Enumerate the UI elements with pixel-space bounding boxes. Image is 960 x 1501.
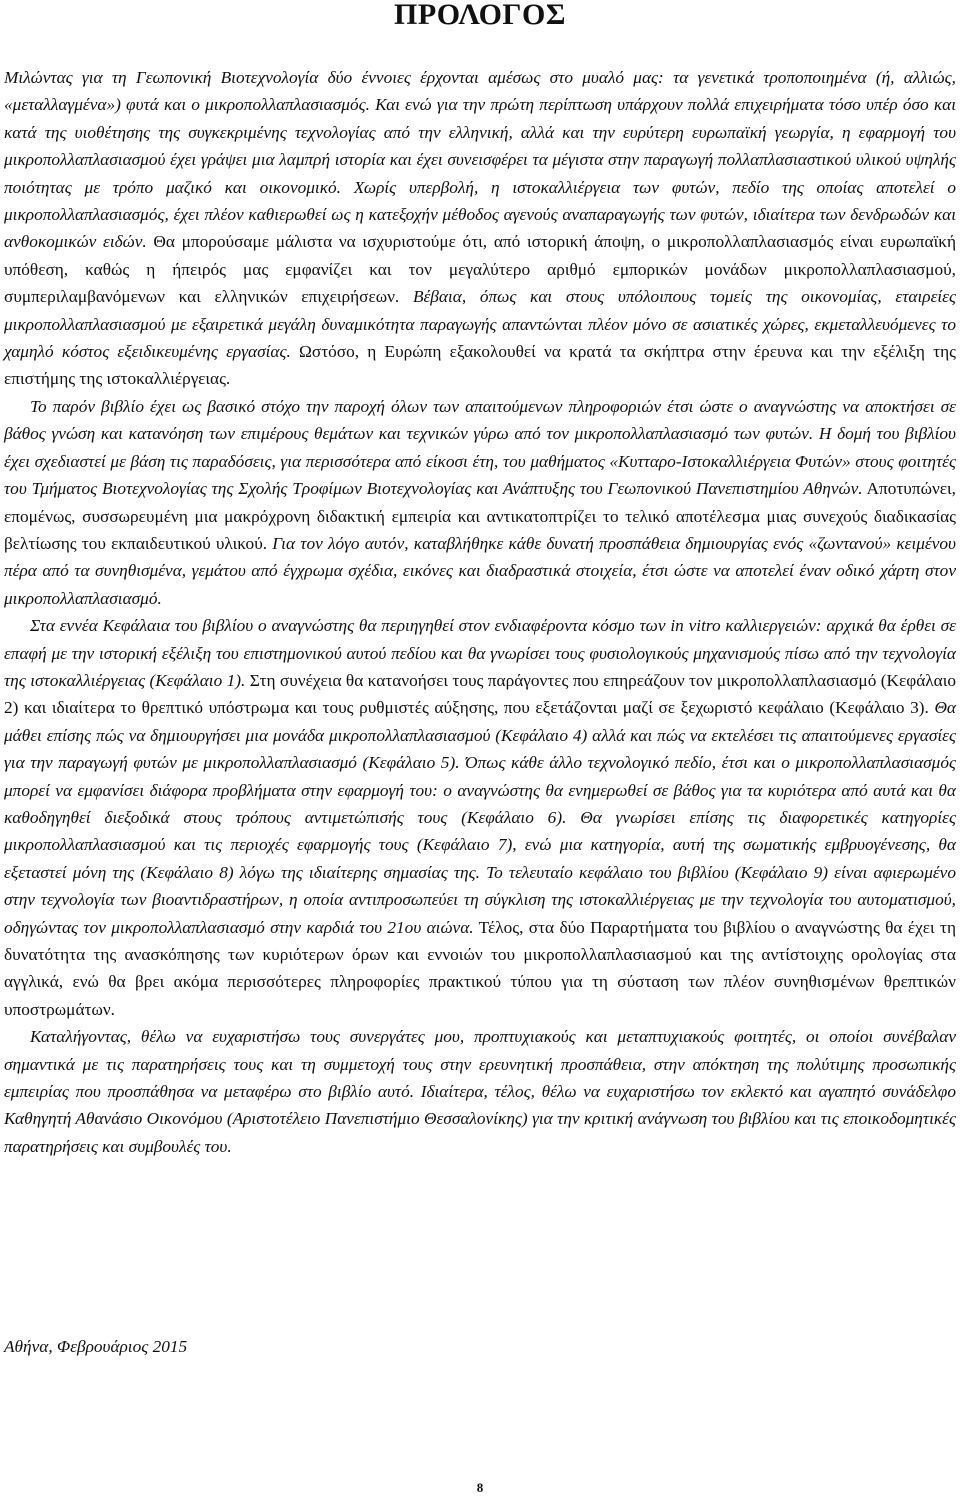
paragraph-text-segment: Θα μπορούσαμε μάλιστα να ισχυριστούμε ότι, από ιστορική άποψη, ο μικροπολλαπλασιασμός είναι ευρωπαϊκή υπόθεση, καθώς η ήπειρός μας εμφανίζει και τον μεγαλύτερο αριθμό εμπορικών μονάδων μικροπολλαπλασιασμού, συμπεριλαμβανόμενων και ελληνικών επιχειρήσεων. — [4, 232, 956, 307]
page-title: ΠΡΟΛΟΓΟΣ — [394, 0, 566, 31]
paragraph-text-segment: Θα μάθει επίσης πώς να δημιουργήσει μια μονάδα μικροπολλαπλασιασμού (Κεφάλαιο 4) αλλά και πώς να εκτελέσει τις απαιτούμενες εργασίες για την παραγωγή φυτών με μικροπολλαπλασιασμό (Κεφάλαιο 5). — [4, 698, 956, 773]
paragraph-text-segment: Ιδιαίτερα, τέλος, θέλω να ευχαριστήσω τον εκλεκτό και αγαπητό συνάδελφο Καθηγητή Αθανάσιο Οικονόμου (Αριστοτέλειο Πανεπιστήμιο Θεσσαλονίκης) για την κριτική ανάγνωση του βιβλίου και τις εποικοδομητικές παρατηρήσεις και συμβουλές του. — [4, 1082, 956, 1156]
paragraph-text-segment: Το παρόν βιβλίο έχει ως βασικό στόχο την παροχή όλων των απαιτούμενων πληροφοριών έτσι ώστε ο αναγνώστης να αποκτήσει σε βάθος γνώση και κατανόηση των επιμέρους θεμάτων και τεχνικών γύρω από τον μικροπολλαπλασιασμό των φυτών. — [4, 396, 956, 444]
paragraph-text-segment: Όπως κάθε άλλο τεχνολογικό πεδίο, έτσι και ο μικροπολλαπλασιασμός μπορεί να εμφανίσει διάφορα προβλήματα στην εφαρμογή του: ο αναγνώστης θα ενημερωθεί σε βάθος για τα κυριότερα από αυτά και θα καθοδηγηθεί διεξοδικά στους τρόπους αντιμετώπισής τους (Κεφάλαιο 6). — [4, 753, 956, 827]
paragraph-text-segment: Χωρίς υπερβολή, η ιστοκαλλιέργεια των φυτών, πεδίο της οποίας αποτελεί ο μικροπολλαπλασιασμός, έχει πλέον καθιερωθεί ως η κατεξοχήν μέθοδος αγενούς αναπαραγωγής των φυτών, ιδιαίτερα των δενδρωδών και ανθοκομικών ειδών. — [4, 177, 956, 252]
paragraph-text-segment: Μιλώντας για τη Γεωπονική Βιοτεχνολογία δύο έννοιες έρχονται αμέσως στο μυαλό μας: τα γενετικά τροποποιημένα (ή, αλλιώς, «μεταλλαγμένα») φυτά και ο μικροπολλαπλασιασμός. — [4, 68, 956, 115]
dateline: Αθήνα, Φεβρουάριος 2015 — [4, 1337, 188, 1356]
paragraph-text-segment: Αποτυπώνει, επομένως, συσσωρευμένη μια μακρόχρονη διδακτική εμπειρία και αντικατοπτρίζει το τελικό αποτέλεσμα μιας συνεχούς διαδικασίας βελτίωσης του εκπαιδευτικού υλικού. — [4, 479, 956, 553]
paragraph-text-segment: Στη συνέχεια θα κατανοήσει τους παράγοντες που επηρεάζουν τον μικροπολλαπλασιασμό (Κεφάλαιο 2) και ιδιαίτερα το θρεπτικό υπόστρωμα και τους ρυθμιστές αύξησης, που εξετάζονται μαζί σε ξεχωριστό κεφάλαιο (Κεφάλαιο 3). — [4, 670, 956, 718]
paragraph-text-segment: Για τον λόγο αυτόν, καταβλήθηκε κάθε δυνατή προσπάθεια δημιουργίας ενός «ζωντανού» κειμένου πέρα από τα συνηθισμένα, γεμάτου από έγχρωμα σχέδια, εικόνες και διαδραστικά στοιχεία, έτσι ώστε να αποτελεί έναν οδικό χάρτη στον μικροπολλαπλασιασμό. — [4, 533, 956, 608]
paragraph-text-segment: Θα γνωρίσει επίσης τις διαφορετικές κατηγορίες μικροπολλαπλασιασμού και τις περιοχές εφαρμογής τους (Κεφάλαιο 7), ενώ μια κατηγορία, αυτή της σωματικής εμβρυογένεσης, θα εξεταστεί μόνη της (Κεφάλαιο 8) λόγω της ιδιαίτερης σημασίας της. — [4, 807, 956, 882]
paragraph-text-segment: Το τελευταίο κεφάλαιο του βιβλίου (Κεφάλαιο 9) είναι αφιερωμένο στην τεχνολογία των βιοαντιδραστήρων, η οποία αντιπροσωπεύει τη σύγκλιση της ιστοκαλλιέργειας με την τεχνολογία του αυτοματισμού, οδηγώντας τον μικροπολλαπλασιασμό στην καρδιά του 21ου αιώνα. — [4, 862, 956, 937]
paragraph-text-segment: Καταλήγοντας, θέλω να ευχαριστήσω τους συνεργάτες μου, προπτυχιακούς και μεταπτυχιακούς φοιτητές, οι οποίοι συνέβαλαν σημαντικά με τις παρατηρήσεις τους και τη συμμετοχή τους στην ερευνητική προσπάθεια, στην απόκτηση της πολύτιμης προσωπικής εμπειρίας που προσπάθησα να μεταφέρω στο βιβλίο αυτό. — [4, 1027, 956, 1102]
preface-paragraph — [4, 64, 956, 393]
paragraph-text-segment: Τέλος, στα δύο Παραρτήματα του βιβλίου ο αναγνώστης θα έχει τη δυνατότητα της ανασκόπησης των κυριότερων όρων και εννοιών του μικροπολλαπλασιασμού και της αντίστοιχης ορολογίας στα αγγλικά, ενώ θα βρει ακόμα περισσότερες πληροφορίες πρακτικού τύπου για τη σύσταση των πλέον συνηθισμένων θρεπτικών υποστρωμάτων. — [4, 917, 956, 1019]
preface-paragraph — [4, 393, 956, 612]
paragraph-text-segment: Ωστόσο, η Ευρώπη εξακολουθεί να κρατά τα σκήπτρα στην έρευνα και την εξέλιξη της επιστήμης της ιστοκαλλιέργειας. — [4, 342, 956, 389]
preface-body — [4, 64, 956, 1160]
paragraph-text-segment: Βέβαια, όπως και στους υπόλοιπους τομείς της οικονομίας, εταιρείες μικροπολλαπλασιασμού με εξαιρετικά μεγάλη δυναμικότητα παραγωγής απαντώνται πλέον μόνο σε ασιατικές χώρες, εκμεταλλευόμενες το χαμηλό κόστος εξειδικευμένης εργασίας. — [4, 287, 956, 362]
paragraph-text-segment: Στα εννέα Κεφάλαια του βιβλίου ο αναγνώστης θα περιηγηθεί στον ενδιαφέροντα κόσμο των in vitro καλλιεργειών: αρχικά θα έρθει σε επαφή με την ιστορική εξέλιξη του επιστημονικού αυτού πεδίου και θα γνωρίσει τους φυσιολογικούς μηχανισμούς πίσω από την τεχνολογία της ιστοκαλλιέργειας (Κεφάλαιο 1). — [4, 616, 956, 690]
page-number: 8 — [476, 1480, 484, 1495]
preface-paragraph — [4, 612, 956, 1023]
paragraph-text-segment: Η δομή του βιβλίου έχει σχεδιαστεί με βάση τις παραδόσεις, για περισσότερα από είκοσι έτη, του μαθήματος «Κυτταρο-Ιστοκαλλιέργεια Φυτών» στους φοιτητές του Τμήματος Βιοτεχνολογίας της Σχολής Τροφίμων Βιοτεχνολογίας και Ανάπτυξης του Γεωπονικού Πανεπιστημίου Αθηνών. — [4, 424, 956, 499]
preface-paragraph — [4, 1023, 956, 1160]
paragraph-text-segment: Και ενώ για την πρώτη περίπτωση υπάρχουν πολλά επιχειρήματα τόσο υπέρ όσο και κατά της υιοθέτησης της συγκεκριμένης τεχνολογίας από την ελληνική, αλλά και την ευρύτερη ευρωπαϊκή γεωργία, η εφαρμογή του μικροπολλαπλασιασμού έχει γράψει μια λαμπρή ιστορία και έχει συνεισφέρει τα μέγιστα στην παραγωγή πολλαπλασιαστικού υλικού υψηλής ποιότητας με τρόπο μαζικό και οικονομικό. — [4, 95, 957, 197]
